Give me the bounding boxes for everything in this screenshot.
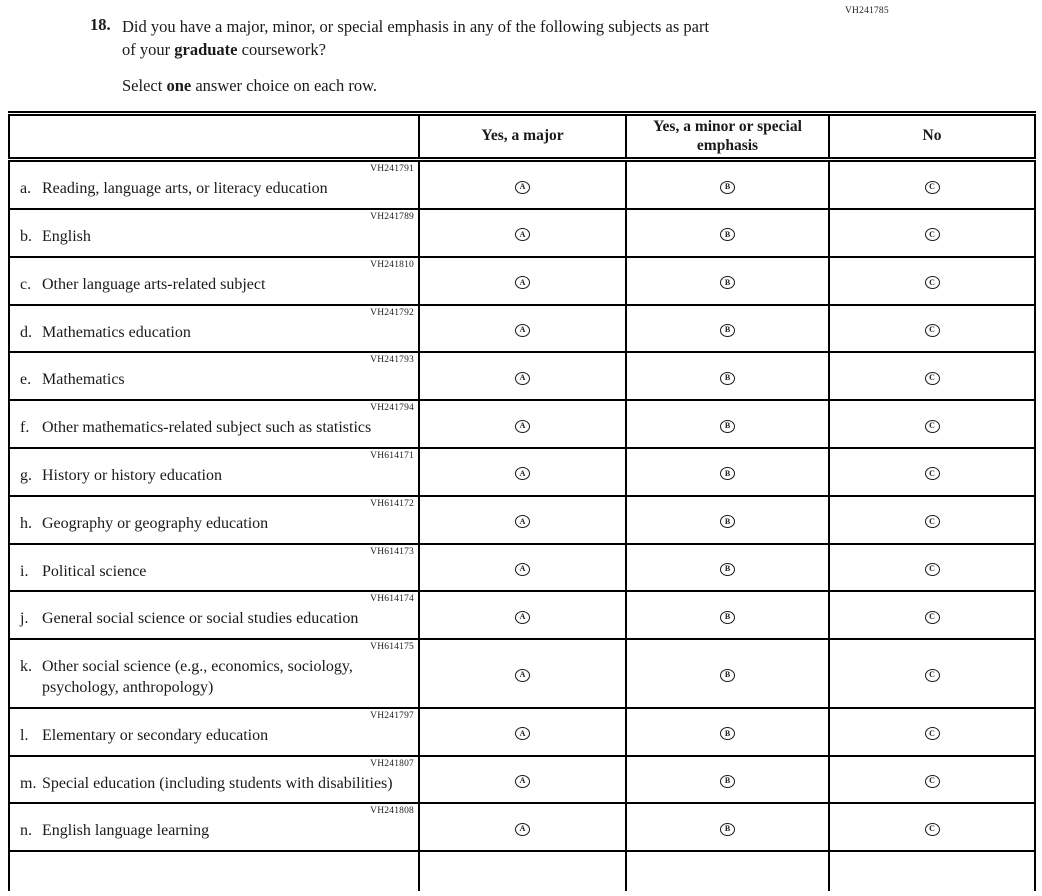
subject-cell: [9, 448, 419, 496]
radio-no[interactable]: C: [925, 276, 940, 289]
option-cell-no: [829, 756, 1035, 804]
header-row: [9, 114, 1035, 160]
subject-cell: [9, 756, 419, 804]
row-letter: j.: [20, 610, 29, 628]
table-row: [9, 160, 1035, 209]
option-cell-yes-minor-special-emphasis: [626, 851, 829, 891]
radio-no[interactable]: C: [925, 775, 940, 788]
radio-yes-minor-special-emphasis[interactable]: B: [720, 372, 735, 385]
row-label: Mathematics education: [42, 323, 191, 341]
option-cell-yes-major: [419, 639, 626, 708]
table-row: [9, 352, 1035, 400]
radio-yes-minor-special-emphasis[interactable]: B: [720, 611, 735, 624]
table-row: [9, 708, 1035, 756]
option-cell-no: [829, 257, 1035, 305]
radio-yes-minor-special-emphasis[interactable]: B: [720, 563, 735, 576]
subject-cell: [9, 639, 419, 708]
radio-yes-major[interactable]: A: [515, 727, 530, 740]
option-cell-yes-minor-special-emphasis: [626, 305, 829, 353]
radio-yes-minor-special-emphasis[interactable]: B: [720, 467, 735, 480]
subject-cell: [9, 803, 419, 851]
row-letter: f.: [20, 419, 30, 437]
option-cell-yes-minor-special-emphasis: [626, 400, 829, 448]
question-number: 18.: [90, 15, 111, 34]
option-cell-no: [829, 305, 1035, 353]
radio-yes-major[interactable]: A: [515, 515, 530, 528]
option-cell-no: [829, 352, 1035, 400]
col-header-yes-major: Yes, a major: [419, 114, 626, 160]
option-cell-yes-minor-special-emphasis: [626, 160, 829, 209]
item-code: VH241791: [370, 164, 414, 175]
table-row: [9, 448, 1035, 496]
radio-yes-major[interactable]: A: [515, 372, 530, 385]
radio-no[interactable]: C: [925, 563, 940, 576]
row-letter: b.: [20, 227, 32, 245]
table-row: [9, 544, 1035, 592]
radio-yes-major[interactable]: A: [515, 467, 530, 480]
option-cell-yes-major: [419, 591, 626, 639]
radio-no[interactable]: C: [925, 420, 940, 433]
option-cell-yes-minor-special-emphasis: [626, 756, 829, 804]
item-code: VH241797: [370, 710, 414, 721]
table-row: [9, 305, 1035, 353]
item-code: VH614173: [370, 546, 414, 557]
radio-yes-major[interactable]: A: [515, 611, 530, 624]
row-label: English language learning: [42, 822, 210, 840]
radio-yes-minor-special-emphasis[interactable]: B: [720, 727, 735, 740]
question-block: [90, 15, 709, 96]
subjects-table: [8, 111, 1036, 891]
radio-no[interactable]: C: [925, 611, 940, 624]
radio-yes-major[interactable]: A: [515, 228, 530, 241]
row-letter: a.: [20, 180, 32, 198]
radio-yes-major[interactable]: A: [515, 324, 530, 337]
subject-cell: [9, 544, 419, 592]
option-cell-yes-minor-special-emphasis: [626, 639, 829, 708]
row-label: Reading, language arts, or literacy education: [42, 180, 328, 198]
radio-yes-major[interactable]: A: [515, 563, 530, 576]
option-cell-yes-major: [419, 209, 626, 257]
table-row: [9, 496, 1035, 544]
option-cell-no: [829, 496, 1035, 544]
radio-yes-minor-special-emphasis[interactable]: B: [720, 669, 735, 682]
subject-cell: [9, 708, 419, 756]
radio-yes-major[interactable]: A: [515, 669, 530, 682]
item-code: VH614171: [370, 450, 414, 461]
item-code: VH241792: [370, 307, 414, 318]
radio-no[interactable]: C: [925, 823, 940, 836]
option-cell-yes-minor-special-emphasis: [626, 209, 829, 257]
row-letter: c.: [20, 275, 32, 293]
radio-yes-minor-special-emphasis[interactable]: B: [720, 775, 735, 788]
table-row: [9, 209, 1035, 257]
radio-yes-major[interactable]: A: [515, 775, 530, 788]
option-cell-no: [829, 803, 1035, 851]
subject-cell: [9, 400, 419, 448]
option-cell-no: [829, 160, 1035, 209]
option-cell-yes-major: [419, 803, 626, 851]
radio-no[interactable]: C: [925, 228, 940, 241]
row-letter: n.: [20, 822, 32, 840]
radio-yes-minor-special-emphasis[interactable]: B: [720, 324, 735, 337]
item-code: VH241807: [370, 758, 414, 769]
option-cell-yes-minor-special-emphasis: [626, 544, 829, 592]
option-cell-yes-major: [419, 257, 626, 305]
item-code: VH614175: [370, 642, 414, 653]
item-code: VH614174: [370, 594, 414, 605]
radio-yes-major[interactable]: A: [515, 420, 530, 433]
row-label: Other mathematics-related subject such as statistics: [42, 419, 372, 437]
option-cell-yes-major: [419, 756, 626, 804]
option-cell-yes-minor-special-emphasis: [626, 591, 829, 639]
table-row: [9, 257, 1035, 305]
row-label: Geography or geography education: [42, 514, 269, 532]
subject-cell: [9, 257, 419, 305]
option-cell-yes-minor-special-emphasis: [626, 496, 829, 544]
radio-yes-minor-special-emphasis[interactable]: B: [720, 515, 735, 528]
option-cell-yes-minor-special-emphasis: [626, 448, 829, 496]
row-letter: m.: [20, 774, 37, 792]
option-cell-no: [829, 639, 1035, 708]
item-code: VH614172: [370, 498, 414, 509]
subject-cell: [9, 591, 419, 639]
radio-no[interactable]: C: [925, 467, 940, 480]
row-label: English: [42, 227, 91, 245]
row-letter: k.: [20, 658, 32, 676]
radio-yes-major[interactable]: A: [515, 823, 530, 836]
radio-no[interactable]: C: [925, 669, 940, 682]
option-cell-no: [829, 591, 1035, 639]
radio-no[interactable]: C: [925, 727, 940, 740]
col-header-yes-minor-special-emphasis: Yes, a minor or special emphasis: [626, 114, 829, 160]
radio-yes-minor-special-emphasis[interactable]: B: [720, 420, 735, 433]
radio-yes-minor-special-emphasis[interactable]: B: [720, 181, 735, 194]
option-cell-no: [829, 708, 1035, 756]
subject-cell: [9, 160, 419, 209]
radio-yes-minor-special-emphasis[interactable]: B: [720, 276, 735, 289]
subject-cell: [9, 496, 419, 544]
row-letter: i.: [20, 562, 29, 580]
table-row: [9, 756, 1035, 804]
option-cell-yes-major: [419, 851, 626, 891]
table-row: [9, 400, 1035, 448]
radio-yes-major[interactable]: A: [515, 276, 530, 289]
item-code: VH241810: [370, 259, 414, 270]
table-row: [9, 591, 1035, 639]
option-cell-yes-major: [419, 448, 626, 496]
item-code: VH241808: [370, 806, 414, 817]
option-cell-no: [829, 851, 1035, 891]
option-cell-no: [829, 209, 1035, 257]
subject-column-header: [9, 114, 419, 160]
row-letter: h.: [20, 514, 32, 532]
subject-cell: [9, 209, 419, 257]
option-cell-yes-major: [419, 708, 626, 756]
radio-no[interactable]: C: [925, 372, 940, 385]
question-instruction: Select one answer choice on each row.: [122, 76, 378, 96]
item-code: VH241789: [370, 211, 414, 222]
col-header-no: No: [829, 114, 1035, 160]
row-label: Other language arts-related subject: [42, 275, 266, 293]
table-row-partial: [9, 851, 1035, 891]
item-code: VH241793: [370, 355, 414, 366]
radio-no[interactable]: C: [925, 515, 940, 528]
option-cell-yes-minor-special-emphasis: [626, 352, 829, 400]
option-cell-no: [829, 400, 1035, 448]
option-cell-yes-minor-special-emphasis: [626, 803, 829, 851]
row-label: Mathematics: [42, 371, 125, 389]
row-label: History or history education: [42, 466, 222, 484]
radio-yes-major[interactable]: A: [515, 181, 530, 194]
option-cell-yes-major: [419, 496, 626, 544]
subject-cell: [9, 305, 419, 353]
row-letter: g.: [20, 466, 32, 484]
option-cell-yes-major: [419, 544, 626, 592]
option-cell-no: [829, 544, 1035, 592]
radio-no[interactable]: C: [925, 181, 940, 194]
subject-cell: [9, 851, 419, 891]
question-code: VH241785: [845, 6, 889, 16]
option-cell-yes-minor-special-emphasis: [626, 708, 829, 756]
item-code: VH241794: [370, 403, 414, 414]
table-row: [9, 803, 1035, 851]
option-cell-yes-minor-special-emphasis: [626, 257, 829, 305]
row-label: Special education (including students with disabilities): [42, 774, 393, 792]
row-label: Other social science (e.g., economics, sociology, psychology, anthropology): [42, 658, 353, 696]
row-letter: l.: [20, 726, 29, 744]
option-cell-yes-major: [419, 160, 626, 209]
row-label: Elementary or secondary education: [42, 726, 269, 744]
table-row: [9, 639, 1035, 708]
row-label: Political science: [42, 562, 147, 580]
option-cell-yes-major: [419, 400, 626, 448]
row-letter: d.: [20, 323, 32, 341]
radio-yes-minor-special-emphasis[interactable]: B: [720, 823, 735, 836]
radio-no[interactable]: C: [925, 324, 940, 337]
question-text: Did you have a major, minor, or special emphasis in any of the following subjects as part of your graduate coursework?: [122, 17, 710, 60]
option-cell-yes-major: [419, 305, 626, 353]
radio-yes-minor-special-emphasis[interactable]: B: [720, 228, 735, 241]
option-cell-yes-major: [419, 352, 626, 400]
option-cell-no: [829, 448, 1035, 496]
subject-cell: [9, 352, 419, 400]
row-label: General social science or social studies education: [42, 610, 359, 628]
row-letter: e.: [20, 371, 32, 389]
